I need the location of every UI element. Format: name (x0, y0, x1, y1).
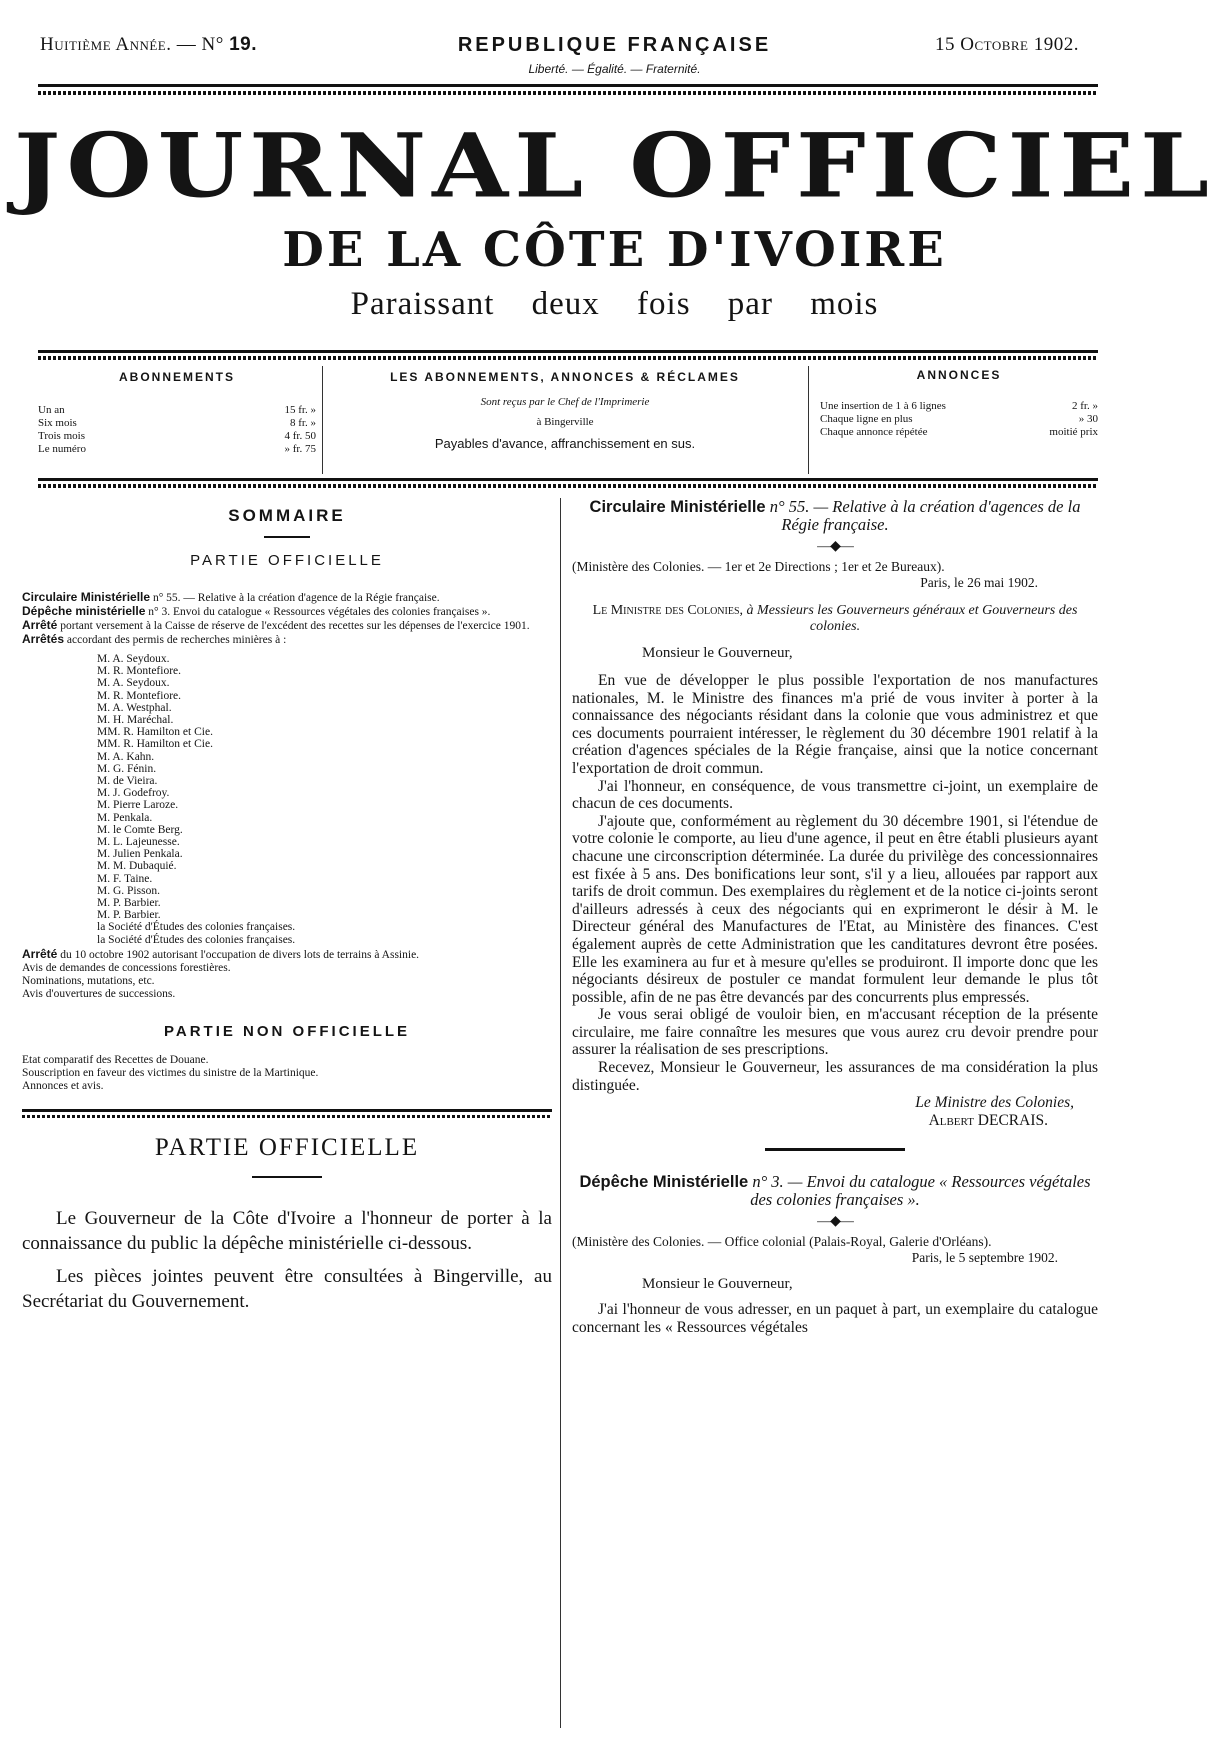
signature-title: Le Ministre des Colonies, (915, 1094, 1074, 1112)
rate-amount: 2 fr. » (1072, 400, 1098, 412)
circulaire-addressee (572, 603, 1098, 635)
non-officielle-list (22, 1054, 552, 1093)
fleuron-ornament: —◆— (817, 1214, 853, 1230)
reclames-line3: Payables d'avance, affranchissement en sus. (434, 436, 696, 451)
list-item: M. R. Montefiore. (97, 689, 182, 702)
depeche-salutation: Monsieur le Gouverneur, (642, 1276, 793, 1293)
rate-label: Le numéro (38, 443, 86, 455)
list-item: M. J. Godefroy. (97, 787, 170, 800)
addressee-lead: Le Ministre des Colonies, (592, 603, 744, 618)
circulaire-body (572, 672, 1098, 1094)
depeche-place-date: Paris, le 5 septembre 1902. (911, 1250, 1058, 1266)
entry-text: portant versement à la Caisse de réserve de l'excédent des recettes sur les dépenses de l'exercice 1901. (60, 620, 530, 632)
depeche-body (572, 1301, 1098, 1336)
section-dotted-rule (22, 1115, 552, 1118)
masthead-frequency: Paraissant deux fois par mois (350, 286, 879, 322)
permit-holders-list (97, 653, 552, 921)
partie-officielle-body (22, 1206, 552, 1314)
list-item: Souscription en faveur des victimes du sinistre de la Martinique. (22, 1066, 319, 1079)
issue-date: 15 Octobre 1902. (934, 34, 1079, 55)
list-item: M. R. Montefiore. (97, 665, 182, 678)
list-item: M. A. Westphal. (97, 701, 172, 714)
paragraph: Les pièces jointes peuvent être consultées à Bingerville, au Secrétariat du Gouvernement. (22, 1265, 552, 1312)
list-item: M. G. Fénin. (97, 762, 157, 775)
rate-label: Trois mois (38, 430, 85, 442)
reclames-box (330, 370, 800, 451)
rate-row (38, 430, 316, 443)
rate-amount: 8 fr. » (290, 417, 316, 429)
masthead-dotted-rule (38, 356, 1098, 360)
list-item: M. H. Maréchal. (97, 714, 174, 727)
republic-motto: Liberté. — Égalité. — Fraternité. (528, 62, 701, 76)
box-divider (808, 366, 809, 474)
abonnements-box (38, 370, 316, 456)
entry-text: accordant des permis de recherches minières à : (66, 634, 287, 646)
rate-row (820, 400, 1098, 413)
paragraph: Le Gouverneur de la Côte d'Ivoire a l'honneur de porter à la connaissance du public la dépêche ministérielle ci-dessous. (22, 1207, 552, 1254)
entry-text: du 10 octobre 1902 autorisant l'occupation de divers lots de terrains à Assinie. (60, 948, 420, 961)
section-rule (22, 1109, 552, 1112)
depeche-origin: (Ministère des Colonies. — Office colonial (Palais-Royal, Galerie d'Orléans). (572, 1234, 992, 1250)
republic-heading: REPUBLIQUE FRANÇAISE (457, 34, 772, 56)
reclames-title: LES ABONNEMENTS, ANNONCES & RÉCLAMES (390, 370, 740, 384)
short-rule (264, 536, 310, 538)
list-item: M. P. Barbier. (97, 897, 161, 910)
list-item: Nominations, mutations, etc. (22, 974, 155, 987)
right-column (572, 498, 1098, 1336)
list-item: M. de Vieira. (97, 775, 158, 788)
rate-row (820, 413, 1098, 426)
reclames-line1: Sont reçus par le Chef de l'Imprimerie (480, 396, 650, 408)
entry-text: n° 55. — Relative à la création d'agence de la Régie française. (152, 592, 440, 604)
rate-amount: » 30 (1078, 413, 1098, 425)
rate-row (820, 426, 1098, 439)
sommaire-partie-non-officielle: PARTIE NON OFFICIELLE (163, 1022, 411, 1040)
boxes-rule (38, 478, 1098, 481)
list-item: M. M. Dubaquié. (97, 860, 177, 873)
list-item: M. P. Barbier. (97, 909, 161, 922)
masthead-rule (38, 350, 1098, 353)
box-divider (322, 366, 323, 474)
list-item: M. A. Seydoux. (97, 677, 170, 690)
list-item: Etat comparatif des Recettes de Douane. (22, 1053, 209, 1066)
annonces-box (820, 368, 1098, 439)
sommaire-entry (22, 619, 552, 633)
entry-lead: Arrêté (22, 618, 58, 632)
circulaire-origin: (Ministère des Colonies. — 1er et 2e Directions ; 1er et 2e Bureaux). (572, 559, 945, 574)
depeche-heading-rest: n° 3. — Envoi du catalogue « Ressources végétales des colonies françaises ». (750, 1172, 1091, 1210)
addressee-rest: à Messieurs les Gouverneurs généraux et Gouverneurs des colonies. (746, 603, 1078, 634)
entry-lead: Arrêté (22, 946, 58, 961)
list-item: M. le Comte Berg. (97, 823, 183, 836)
issue-prefix: Huitième Année. — N° (40, 34, 224, 55)
list-item: MM. R. Hamilton et Cie. (97, 738, 213, 751)
paragraph: J'ai l'honneur, en conséquence, de vous transmettre ci-joint, un exemplaire de chacun de ces documents. (572, 777, 1098, 813)
societes-list (97, 921, 552, 945)
list-item: MM. R. Hamilton et Cie. (97, 726, 213, 739)
rate-amount: moitié prix (1049, 426, 1098, 438)
sommaire-entry (22, 948, 552, 962)
entry-text: n° 3. Envoi du catalogue « Ressources végétales des colonies françaises ». (148, 606, 491, 618)
circulaire-place-date: Paris, le 26 mai 1902. (920, 575, 1038, 590)
reclames-line2: à Bingerville (536, 416, 594, 428)
list-item: Annonces et avis. (22, 1079, 104, 1092)
list-item: Avis de demandes de concessions forestières. (22, 961, 231, 974)
circulaire-salutation: Monsieur le Gouverneur, (642, 645, 793, 661)
sommaire-entries (22, 591, 552, 647)
top-dotted-rule (38, 91, 1098, 95)
circulaire-heading-rest: n° 55. — Relative à la création d'agences de la Régie française. (769, 497, 1081, 534)
circulaire-heading (572, 498, 1098, 534)
signature-name: Albert DECRAIS. (928, 1112, 1048, 1130)
list-item: M. Penkala. (97, 811, 153, 824)
list-item: M. G. Pisson. (97, 884, 160, 897)
circulaire-heading-lead: Circulaire Ministérielle (589, 498, 766, 516)
rate-label: Un an (38, 404, 65, 416)
list-item: M. A. Seydoux. (97, 653, 170, 665)
rate-row (38, 417, 316, 430)
sommaire-title: SOMMAIRE (228, 506, 346, 525)
rate-label: Six mois (38, 417, 77, 429)
rate-amount: » fr. 75 (284, 443, 316, 455)
list-item: Avis d'ouvertures de successions. (22, 987, 176, 1000)
rate-amount: 15 fr. » (284, 404, 316, 416)
sommaire-entry (22, 633, 552, 647)
rate-row (38, 404, 316, 417)
list-item: M. L. Lajeunesse. (97, 836, 180, 849)
entry-lead: Dépêche ministérielle (22, 604, 146, 618)
list-item: M. Julien Penkala. (97, 848, 183, 861)
depeche-heading-lead: Dépêche Ministérielle (579, 1173, 749, 1192)
sommaire-entry (22, 605, 552, 619)
fleuron-ornament: —◆— (817, 539, 853, 554)
short-rule (252, 1176, 322, 1178)
paragraph: J'ai l'honneur de vous adresser, en un paquet à part, un exemplaire du catalogue concernant les « Ressources végétales (572, 1301, 1098, 1336)
masthead-subtitle: DE LA CÔTE D'IVOIRE (282, 222, 947, 278)
depeche-heading (572, 1173, 1098, 1209)
abonnements-title: ABONNEMENTS (118, 370, 235, 384)
rate-label: Une insertion de 1 à 6 lignes (820, 400, 946, 412)
annonces-title: ANNONCES (916, 368, 1002, 382)
column-divider (560, 498, 561, 1728)
issue-number: 19. (229, 34, 257, 55)
list-item: M. Pierre Laroze. (97, 799, 179, 812)
paragraph: En vue de développer le plus possible l'exportation de nos manufactures nationales, M. le Ministre des finances m'a prié de vous inviter à porter à la connaissance des négociants résidant dans la colonie que vous administrez et que ces documents pourraient intéresser, le règlement du 30 décembre 1901 relatif à la création d'agences spéciales de la Régie française, ainsi que la notice concernant l'exportation de droit commun. (572, 672, 1098, 777)
list-item: M. A. Kahn. (97, 750, 155, 763)
masthead-title: JOURNAL OFFICIEL (13, 114, 1216, 219)
entry-lead: Arrêtés (22, 632, 65, 646)
list-item: M. F. Taine. (97, 872, 153, 885)
boxes-dotted-rule (38, 484, 1098, 488)
paragraph: Je vous serai obligé de vouloir bien, en m'accusant réception de la présente circulaire, me faire connaître les mesures que vous aurez cru devoir prendre pour assurer la réalisation de ses prescriptions. (572, 1006, 1098, 1059)
section-separator (765, 1148, 905, 1151)
rate-label: Chaque ligne en plus (820, 413, 913, 425)
list-item: la Société d'Études des colonies françaises. (97, 933, 296, 946)
rate-label: Chaque annonce répétée (820, 426, 928, 438)
left-column (22, 498, 552, 1322)
partie-officielle-title: PARTIE OFFICIELLE (154, 1133, 420, 1161)
sommaire-entry (22, 591, 552, 605)
rate-row (38, 443, 316, 456)
rate-amount: 4 fr. 50 (284, 430, 316, 442)
paragraph: J'ajoute que, conformément au règlement du 30 décembre 1901, si l'étendue de votre colonie le comporte, au lieu d'une agence, il peut en être établi plusieurs ayant chacune une circonscription déterminée. La durée du privilège des concessionnaires est fixée à 5 ans. Des bonifications leur sont, s'il y a lieu, allouées par rapport aux tarifs de droit commun. Des exemplaires du règlement et de la notice ci-joints seront d'ailleurs adressés à ceux des négociants qui en exprimeront le désir à M. le Directeur général des Manufactures de l'Etat, au Ministère des finances. C'est également auprès de cette Administration que les canditatures devront être posées. Elle les examinera au fur et à mesure qu'elles se produiront. Il importe donc que les négociants désireux de postuler ce mandat formulent leur demande le plus tôt possible, afin de ne pas être devancés par des concurrents plus empressés. (572, 812, 1098, 1006)
sommaire-partie-officielle: PARTIE OFFICIELLE (190, 552, 384, 569)
paragraph: Recevez, Monsieur le Gouverneur, les assurances de ma considération la plus distinguée. (572, 1059, 1098, 1094)
sommaire-final (22, 948, 552, 1001)
list-item: la Société d'Études des colonies françaises. (97, 921, 296, 934)
top-rule (38, 84, 1098, 87)
entry-lead: Circulaire Ministérielle (22, 590, 151, 604)
